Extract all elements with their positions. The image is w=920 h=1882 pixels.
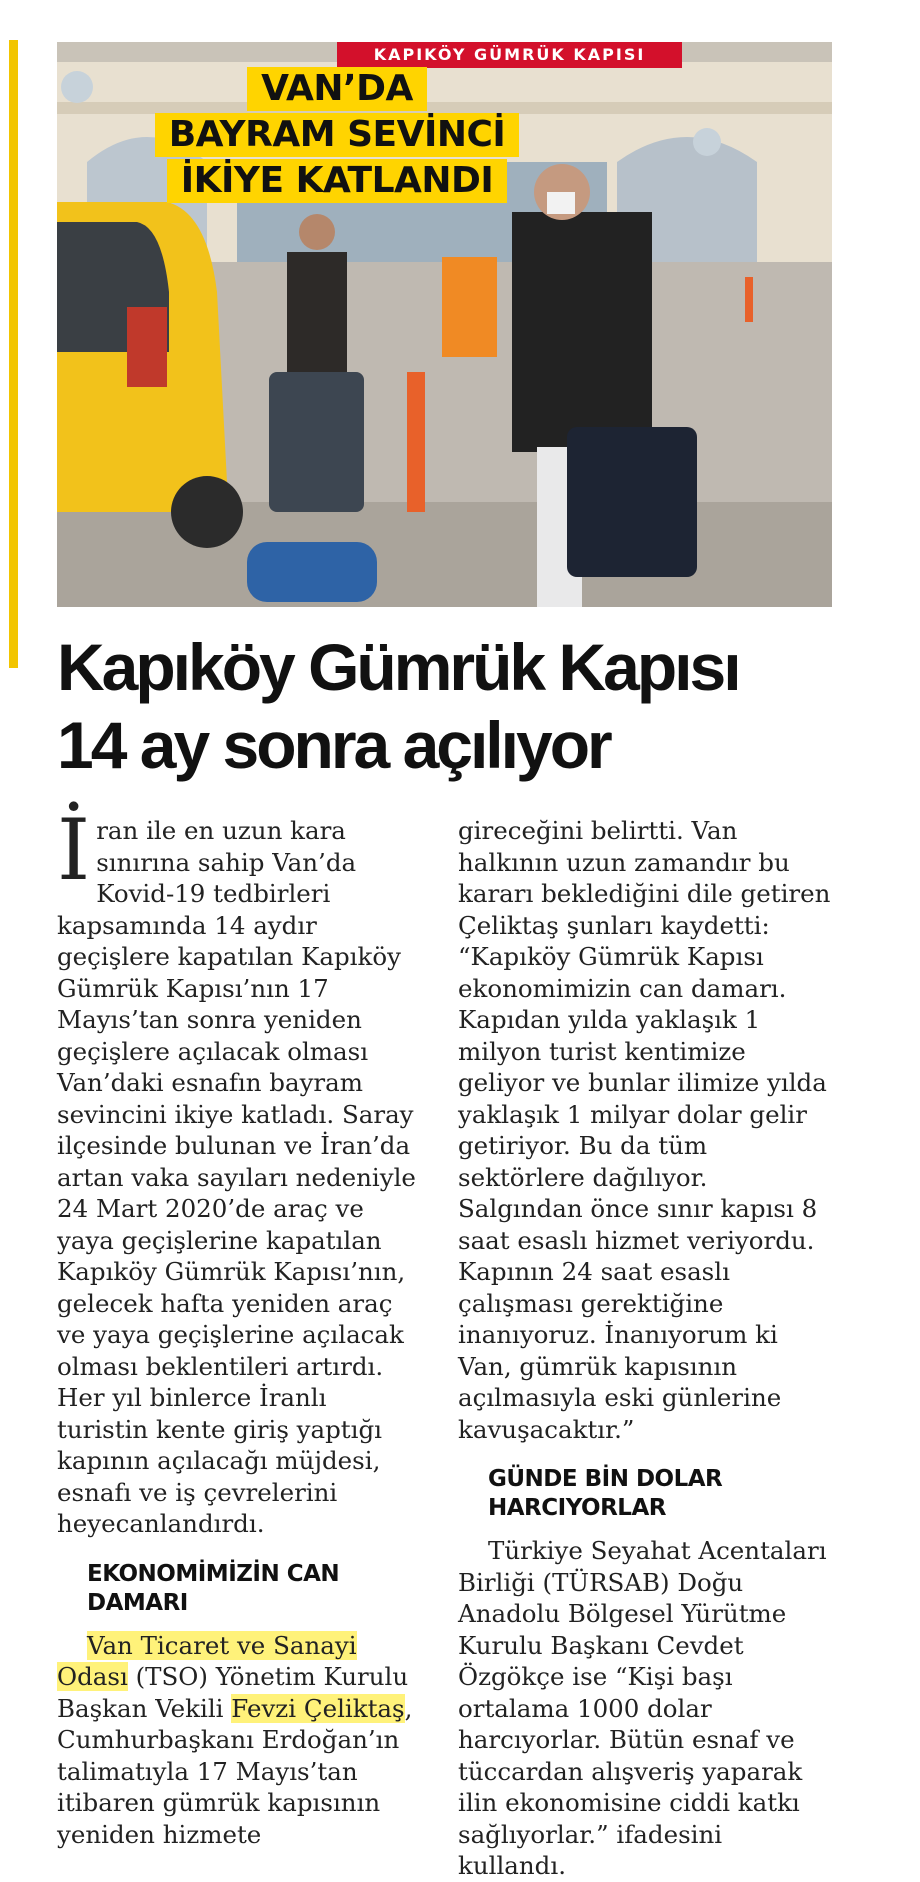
intro-paragraph [57, 801, 417, 1540]
article-column-2 [458, 815, 833, 1882]
gate-sign: KAPIKÖY GÜMRÜK KAPISI [337, 42, 682, 68]
drop-cap: İ [57, 801, 91, 899]
accent-bar [9, 40, 18, 668]
article-column-1 [57, 801, 417, 1850]
quote-paragraph: gireceğini belirtti. Van halkının uzun zamandır bu kararı beklediğini dile getiren Çeliktaş şunları kaydetti: “Kapıköy Gümrük Kapısı ekonomimizin can damarı. Kapıdan yılda yaklaşık 1 milyon turist kentimize geliyor ve bunlar ilimize yılda yaklaşık 1 milyar dolar gelir getiriyor. Bu da tüm sektörlere dağılıyor. Salgından önce sınır kapısı 8 saat esaslı hizmet veriyordu. Kapının 24 saat esaslı çalışması gerektiğine inanıyoruz. İnanıyorum ki Van, gümrük kapısının açılmasıyla eski günlerine kavuşacaktır.” [458, 816, 831, 1444]
tso-text-b: , Cumhurbaşkanı Erdoğan’ın talimatıyla 17 Mayıs’tan itibaren gümrük kapısının yeniden hizmete [57, 1693, 413, 1849]
kicker-line-1: VAN’DA [247, 67, 427, 111]
photo-kicker [117, 67, 557, 205]
tursab-paragraph: Türkiye Seyahat Acentaları Birliği (TÜRSAB) Doğu Anadolu Bölgesel Yürütme Kurulu Başkanı Cevdet Özgökçe ise “Kişi başı ortalama 1000 dolar harcıyorlar. Bütün esnaf ve tüccardan alışveriş yaparak ilin ekonomisine ciddi katkı sağlıyorlar.” ifadesini kullandı. [458, 1536, 827, 1880]
subhead-harcama: GÜNDE BİN DOLAR HARCIYORLAR [488, 1466, 723, 1521]
tso-paragraph [57, 1630, 417, 1851]
highlight-tso: Van Ticaret ve Sanayi Odası [57, 1630, 357, 1691]
news-photo [57, 42, 832, 607]
headline-line-1: Kapıköy Gümrük Kapısı [57, 630, 739, 704]
highlight-name: Fevzi Çeliktaş [231, 1693, 405, 1723]
kicker-line-3: İKİYE KATLANDI [167, 159, 508, 203]
headline [57, 628, 837, 784]
kicker-line-2: BAYRAM SEVİNCİ [155, 113, 520, 157]
intro-text: ran ile en uzun kara sınırına sahip Van’da Kovid-19 tedbirleri kapsamında 14 aydır geçişlere kapatılan Kapıköy Gümrük Kapısı’nın 17 Mayıs’tan sonra yeniden geçişlere açılacak olması Van’daki esnafın bayram sevincini ikiye katladı. Saray ilçesinde bulunan ve İran’da artan vaka sayıları nedeniyle 24 Mart 2020’de araç ve yaya geçişlerine kapatılan Kapıköy Gümrük Kapısı’nın, gelecek hafta yeniden araç ve yaya geçişlerine açılacak olması beklentileri artırdı. Her yıl binlerce İranlı turistin kente giriş yaptığı kapının açılacağı müjdesi, esnafı ve iş çevrelerini heyecanlandırdı. [57, 816, 416, 1538]
subhead-ekonomi: EKONOMİMİZİN CAN DAMARI [87, 1560, 340, 1616]
headline-line-2: 14 ay sonra açılıyor [57, 708, 610, 782]
tso-text-a: (TSO) Yönetim Kurulu Başkan Vekili [57, 1662, 409, 1723]
